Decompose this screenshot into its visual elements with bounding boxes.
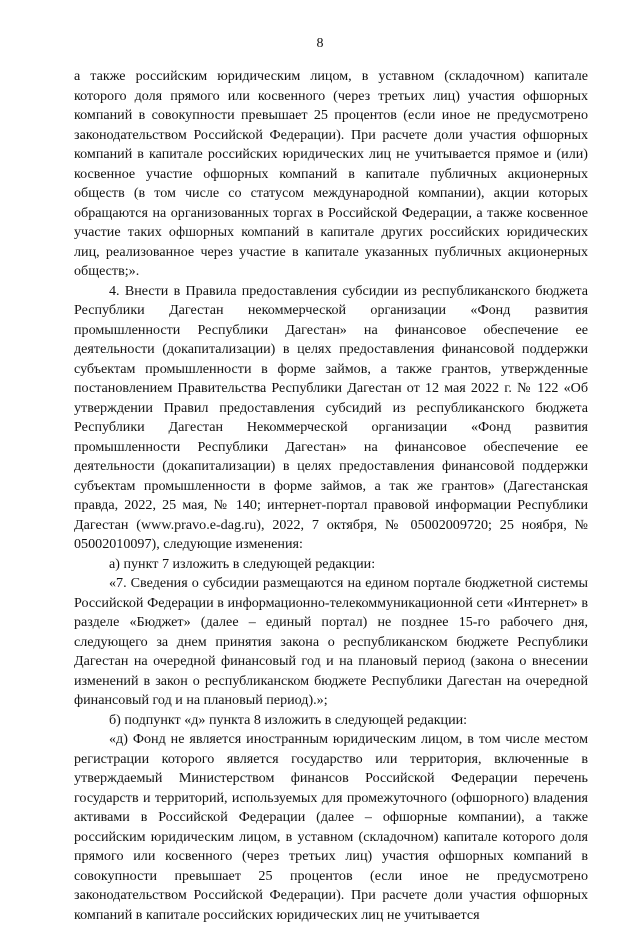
paragraph-subitem-d-text: «д) Фонд не является иностранным юридическим лицом, в том числе местом регистрации которого является государство или территория, включенные в утверждаемый Министерством финансов Российской Федерации перечень государств и территорий, используемых для промежуточного (офшорного) владения активами в Российской Федерации (далее – офшорные компании), а также российским юридическим лицом, в уставном (складочном) капитале которого доля прямого или косвенного (через третьих лиц) участия офшорных компаний в совокупности превышает 25 процентов (если иное не предусмотрено законодательством Российской Федерации). При расчете доли участия офшорных компаний в капитале российских юридических лиц не учитывается [74,731,588,923]
paragraph-item-4: 4. Внести в Правила предоставления субсидии из республиканского бюджета Республики Дагестан некоммерческой организации «Фонд развития промышленности Республики Дагестан» на финансовое обеспечение ее деятельности (докапитализации) в целях предоставления финансовой поддержки субъектам промышленности в форме займов, а также грантов, утвержденные постановлением Правительства Республики Дагестан от 12 мая 2022 г. № 122 «Об утверждении Правил предоставления субсидий из республиканского бюджета Республики Дагестан Некоммерческой организации «Фонд развития промышленности Республики Дагестан» на финансовое обеспечение ее деятельности (докапитализации) в целях предоставления финансовой поддержки субъектам промышленности в форме займов, а так же грантов» (Дагестанская правда, 2022, 25 мая, № 140; интернет-портал правовой информации Республики Дагестан (www.pravo.e-dag.ru), 2022, 7 октября, № 05002009720; 25 ноября, № 05002010097), следующие изменения: [74,282,588,552]
document-body [74,67,588,925]
paragraph-continuation: а также российским юридическим лицом, в уставном (складочном) капитале которого доля прямого или косвенного (через третьих лиц) участия офшорных компаний в совокупности превышает 25 процентов (если иное не предусмотрено законодательством Российской Федерации). При расчете доли участия офшорных компаний в капитале российских юридических лиц не учитывается прямое и (или) косвенное участие офшорных компаний в капитале публичных акционерных обществ (в том числе со статусом международной компании), акции которых обращаются на организованных торгах в Российской Федерации, а также косвенное участие таких офшорных компаний в капитале других российских юридических лиц, реализованное через участие в капитале указанных публичных акционерных обществ;». [74,68,588,279]
paragraph-subitem-b: б) подпункт «д» пункта 8 изложить в следующей редакции: [109,711,468,728]
paragraph-item-7-text: «7. Сведения о субсидии размещаются на едином портале бюджетной системы Российской Федерации в информационно-телекоммуникационной сети «Интернет» в разделе «Бюджет» (далее – единый портал) не позднее 15-го рабочего дня, следующего за днем принятия закона о республиканском бюджете Республики Дагестан на очередной финансовый год и на плановый период (закона о внесении изменений в закон о республиканском бюджете Республики Дагестан на очередной финансовый год и на плановый период).»; [74,575,588,708]
paragraph-subitem-a: а) пункт 7 изложить в следующей редакции: [109,555,376,572]
page-number: 8 [316,36,324,51]
